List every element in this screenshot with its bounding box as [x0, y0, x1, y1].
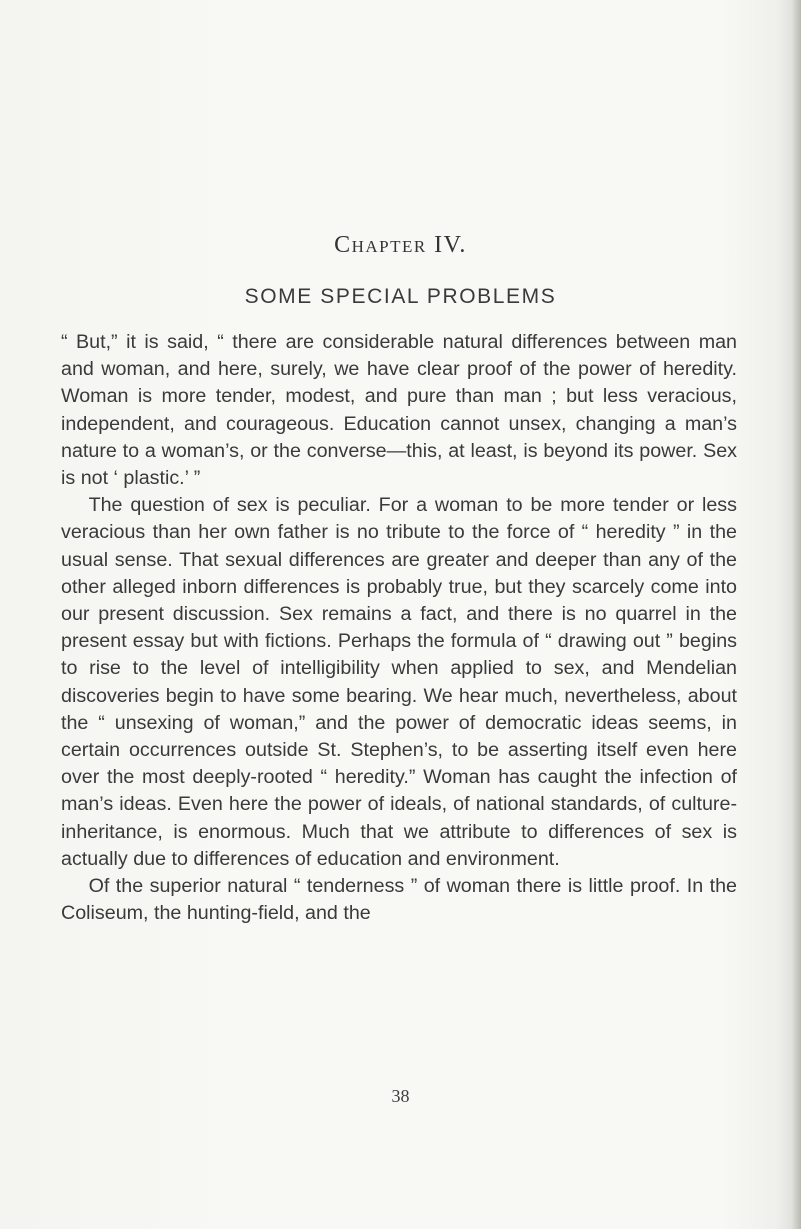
body-text [61, 329, 737, 927]
paragraph-3: Of the superior natural “ tenderness ” of woman there is little proof. In the Coliseum, the hunting-field, and the [61, 875, 737, 925]
paragraph-2: The question of sex is peculiar. For a woman to be more tender or less veracious than her own father is no tribute to the force of “ heredity ” in the usual sense. That sexual differences are greater and deeper than any of the other alleged inborn differences is probably true, but they scarcely come into our present discussion. Sex remains a fact, and there is no quarrel in the present essay but with fictions. Perhaps the formula of “ drawing out ” begins to rise to the level of intelligibility when applied to sex, and Mendelian discoveries begin to have some bearing. We hear much, nevertheless, about the “ unsexing of woman,” and the power of democratic ideas seems, in certain occurrences outside St. Stephen’s, to be asserting itself even here over the most deeply-rooted “ heredity.” Woman has caught the infection of man’s ideas. Even here the power of ideals, of national standards, of culture-inheritance, is enormous. Much that we attribute to differences of sex is actually due to differences of education and environment. [61, 494, 737, 870]
paragraph-1: “ But,” it is said, “ there are considerable natural differences between man and woman, and here, surely, we have clear proof of the power of heredity. Woman is more tender, modest, and pure than man ; but less veracious, independent, and courageous. Education cannot unsex, changing a man’s nature to a woman’s, or the converse—this, at least, is beyond its power. Sex is not ‘ plastic.’ ” [61, 331, 737, 490]
page-number: 38 [391, 1086, 410, 1106]
chapter-title: SOME SPECIAL PROBLEMS [244, 285, 557, 308]
chapter-label: Chapter IV. [334, 232, 467, 258]
page-edge-shadow [791, 0, 801, 1229]
